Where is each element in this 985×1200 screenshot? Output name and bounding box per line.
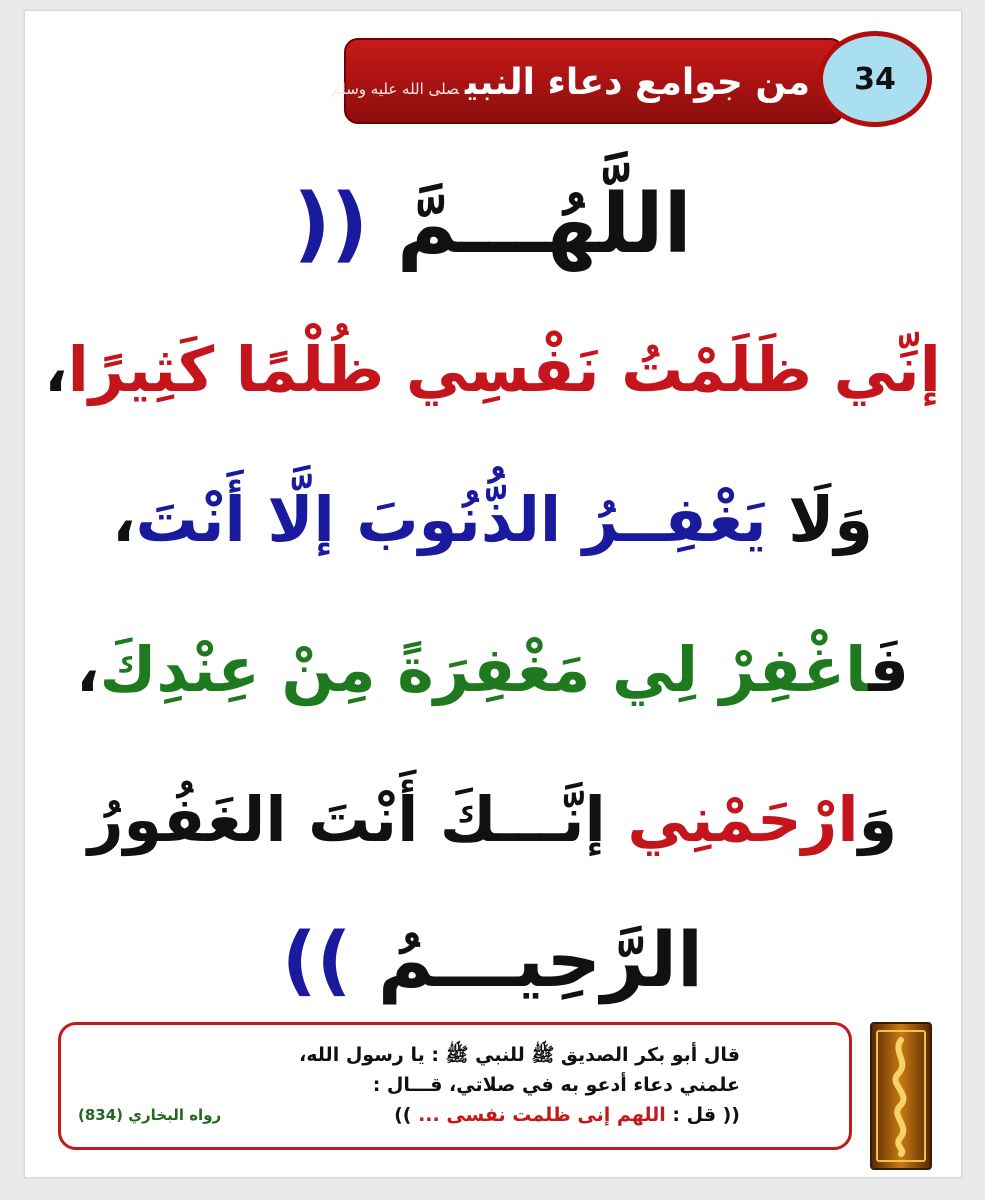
number-badge: 34 xyxy=(818,31,932,127)
logo-lettering-icon xyxy=(878,1032,924,1160)
dua-line-2 xyxy=(40,305,945,435)
dua-line-6 xyxy=(40,900,945,1020)
hadith-line-1: قال أبو بكر الصديق ﷺ للنبي ﷺ : يا رسول الله، xyxy=(299,1044,740,1066)
wa-letter: وَ xyxy=(858,783,898,856)
comma: ، xyxy=(112,483,136,556)
comma: ، xyxy=(76,633,100,706)
close-brackets: )) xyxy=(281,915,352,1004)
header-title xyxy=(331,58,810,108)
dua-line-1 xyxy=(40,165,945,285)
comma: ، xyxy=(44,333,68,406)
header-title-text: من جوامع دعاء النبي xyxy=(465,62,810,103)
dua-line-5-text: إنَّـــكَ أَنْتَ الغَفُورُ xyxy=(87,783,606,856)
allahumma-text: اللَّهُـــمَّ xyxy=(396,177,692,272)
dua-line-3 xyxy=(40,455,945,585)
hadith-source: رواه البخاري (834) xyxy=(78,1106,222,1124)
dua-line-3-text: يَغْفِــرُ الذُّنُوبَ إلَّا أَنْتَ xyxy=(135,483,767,556)
salla-symbol: صلى الله عليه وسلم xyxy=(331,80,460,98)
hadith-line-3-prefix: (( قل : xyxy=(672,1104,740,1126)
rahim-word: الرَّحِيـــمُ xyxy=(377,915,704,1004)
dua-line-5 xyxy=(40,755,945,885)
logo-frame xyxy=(876,1030,926,1162)
dua-line-4-text: اغْفِرْ لِي مَغْفِرَةً مِنْ عِنْدِكَ xyxy=(99,633,869,706)
majalis-logo xyxy=(870,1022,932,1170)
open-brackets: (( xyxy=(293,177,369,272)
hadith-line-3 xyxy=(200,1100,740,1130)
hadith-line-3-quote: اللهم إنى ظلمت نفسى ... xyxy=(418,1104,666,1126)
hadith-line-3-suffix: )) xyxy=(394,1104,412,1126)
dua-line-2-text: إنِّي ظَلَمْتُ نَفْسِي ظُلْمًا كَثِيرًا xyxy=(67,333,941,406)
dua-line-4 xyxy=(40,605,945,735)
irhamni-word: ارْحَمْنِي xyxy=(627,783,859,856)
hadith-text xyxy=(200,1040,740,1130)
wala-word: وَلَا xyxy=(788,483,873,556)
hadith-line-2: علمني دعاء أدعو به في صلاتي، قـــال : xyxy=(372,1074,740,1096)
fa-letter: فَ xyxy=(868,633,909,706)
